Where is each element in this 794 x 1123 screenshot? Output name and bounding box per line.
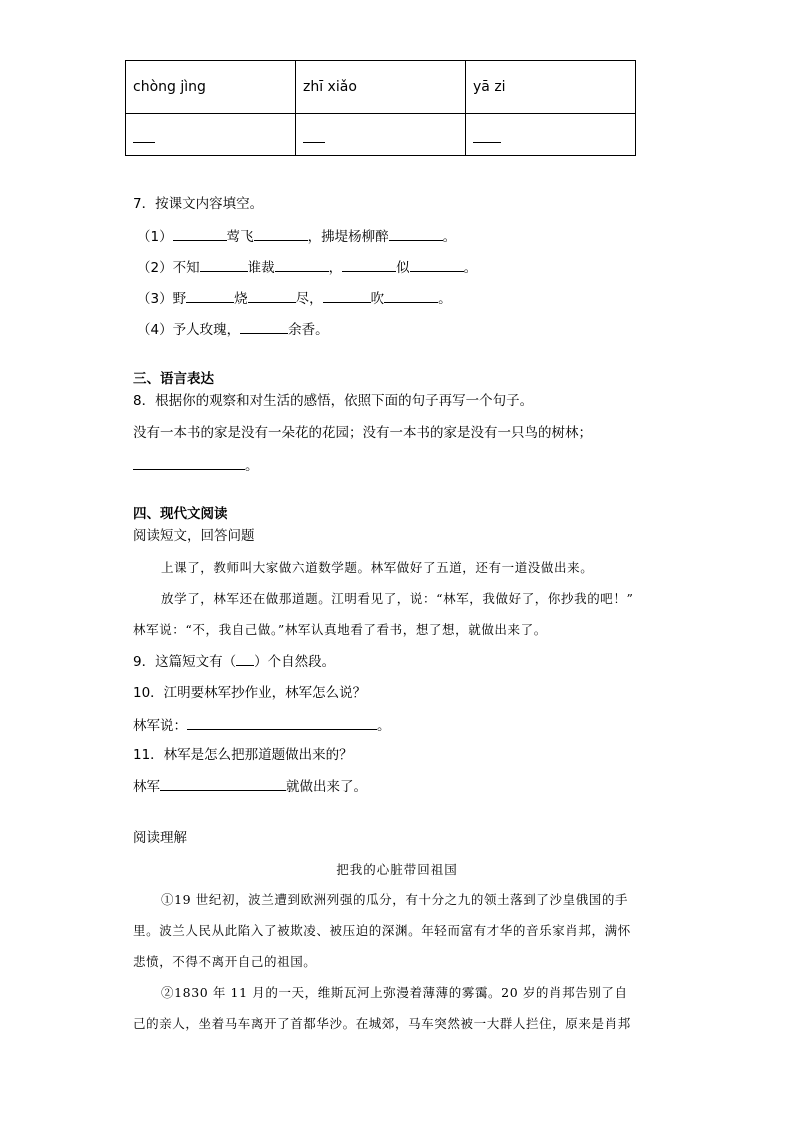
- pinyin-answer-row: [126, 114, 636, 156]
- text: ，拂堤杨柳醉: [307, 229, 389, 245]
- passage-line: ②1830 年 11 月的一天，维斯瓦河上弥漫着薄薄的雾霭。20 岁的肖邦告别了自: [161, 985, 628, 1000]
- reading-intro: 阅读短文，回答问题: [133, 528, 255, 544]
- answer-blank[interactable]: [160, 777, 286, 791]
- q11-answer-line: [133, 777, 367, 796]
- text: 。: [377, 718, 391, 734]
- answer-blank[interactable]: [133, 456, 245, 470]
- text: 就做出来了。: [286, 779, 367, 795]
- answer-blank[interactable]: [275, 258, 329, 272]
- text: 林军: [133, 779, 160, 795]
- passage-line: 林军说：“不，我自己做。”林军认真地看了看书，想了想，就做出来了。: [133, 622, 547, 637]
- answer-blank[interactable]: [342, 258, 396, 272]
- answer-cell[interactable]: [126, 114, 296, 156]
- answer-blank[interactable]: [186, 289, 234, 303]
- answer-blank[interactable]: [384, 289, 438, 303]
- passage-line: 放学了，林军还在做那道题。江明看见了，说：“林军，我做好了，你抄我的吧！”: [161, 591, 634, 606]
- text: ）个自然段。: [254, 654, 336, 670]
- passage-line: 悲愤，不得不离开自己的祖国。: [133, 954, 317, 969]
- text: 。: [442, 229, 457, 245]
- answer-cell[interactable]: [466, 114, 636, 156]
- pinyin-header-row: [126, 61, 636, 114]
- passage-line: ①19 世纪初，波兰遭到欧洲列强的瓜分，有十分之九的领土落到了沙皇俄国的手: [161, 892, 629, 907]
- q10-answer-line: [133, 716, 391, 735]
- section-heading: 三、语言表达: [133, 371, 214, 387]
- text: 莺飞: [226, 229, 254, 245]
- pinyin-cell: zhī xiǎo: [296, 61, 466, 114]
- text: 烧: [234, 291, 248, 307]
- answer-blank[interactable]: [133, 128, 155, 143]
- answer-blank[interactable]: [303, 128, 325, 143]
- q7-item-2: [137, 258, 477, 277]
- q7-item-4: [137, 320, 329, 339]
- text: 林军说：: [133, 718, 187, 734]
- q8-prompt: 8．根据你的观察和对生活的感悟，依照下面的句子再写一个句子。: [133, 393, 534, 409]
- item-number: （3）: [137, 291, 173, 307]
- text: 。: [463, 260, 478, 276]
- item-number: （4）: [137, 322, 173, 338]
- text: 予人玫瑰，: [172, 322, 241, 338]
- q11: 11．林军是怎么把那道题做出来的？: [133, 747, 353, 763]
- answer-blank[interactable]: [389, 227, 443, 241]
- text: 不知: [172, 260, 200, 276]
- text: 似: [396, 260, 410, 276]
- answer-cell[interactable]: [296, 114, 466, 156]
- passage-line: 己的亲人，坐着马车离开了首都华沙。在城郊，马车突然被一大群人拦住，原来是肖邦: [133, 1016, 631, 1031]
- text: 野: [172, 291, 187, 307]
- answer-blank[interactable]: [248, 289, 296, 303]
- answer-blank[interactable]: [323, 289, 371, 303]
- pinyin-table: [125, 60, 636, 156]
- q8-answer-line: [133, 456, 259, 475]
- passage-line: 里。波兰人民从此陷入了被欺凌、被压迫的深渊。年轻而富有才华的音乐家肖邦，满怀: [133, 923, 631, 938]
- item-number: （1）: [137, 229, 173, 245]
- item-number: （2）: [137, 260, 173, 276]
- answer-blank[interactable]: [240, 320, 288, 334]
- section-heading: 四、现代文阅读: [133, 506, 228, 522]
- reading-label: 阅读理解: [133, 830, 187, 846]
- text: 余香。: [288, 322, 329, 338]
- text: 。: [438, 291, 452, 307]
- q7-item-3: [137, 289, 452, 308]
- text: ，: [328, 260, 343, 276]
- pinyin-cell: chòng jìng: [126, 61, 296, 114]
- answer-blank[interactable]: [473, 128, 501, 143]
- answer-blank[interactable]: [236, 652, 254, 666]
- text: 9．这篇短文有（: [133, 654, 237, 670]
- q9: [133, 652, 335, 671]
- answer-blank[interactable]: [187, 716, 377, 730]
- q7-item-1: [137, 227, 456, 246]
- q10: 10．江明要林军抄作业，林军怎么说？: [133, 685, 367, 701]
- q8-example: 没有一本书的家是没有一朵花的花园；没有一本书的家是没有一只鸟的树林；: [133, 425, 592, 441]
- text: 吹: [370, 291, 385, 307]
- text: 尽，: [295, 291, 323, 307]
- q7-title: 7．按课文内容填空。: [133, 196, 264, 212]
- text: 谁裁: [247, 260, 275, 276]
- passage-line: 上课了，教师叫大家做六道数学题。林军做好了五道，还有一道没做出来。: [161, 560, 594, 575]
- answer-blank[interactable]: [410, 258, 464, 272]
- text: 。: [245, 458, 259, 474]
- answer-blank[interactable]: [200, 258, 248, 272]
- answer-blank[interactable]: [173, 227, 227, 241]
- answer-blank[interactable]: [254, 227, 308, 241]
- passage-title: 把我的心脏带回祖国: [336, 862, 458, 877]
- pinyin-cell: yā zi: [466, 61, 636, 114]
